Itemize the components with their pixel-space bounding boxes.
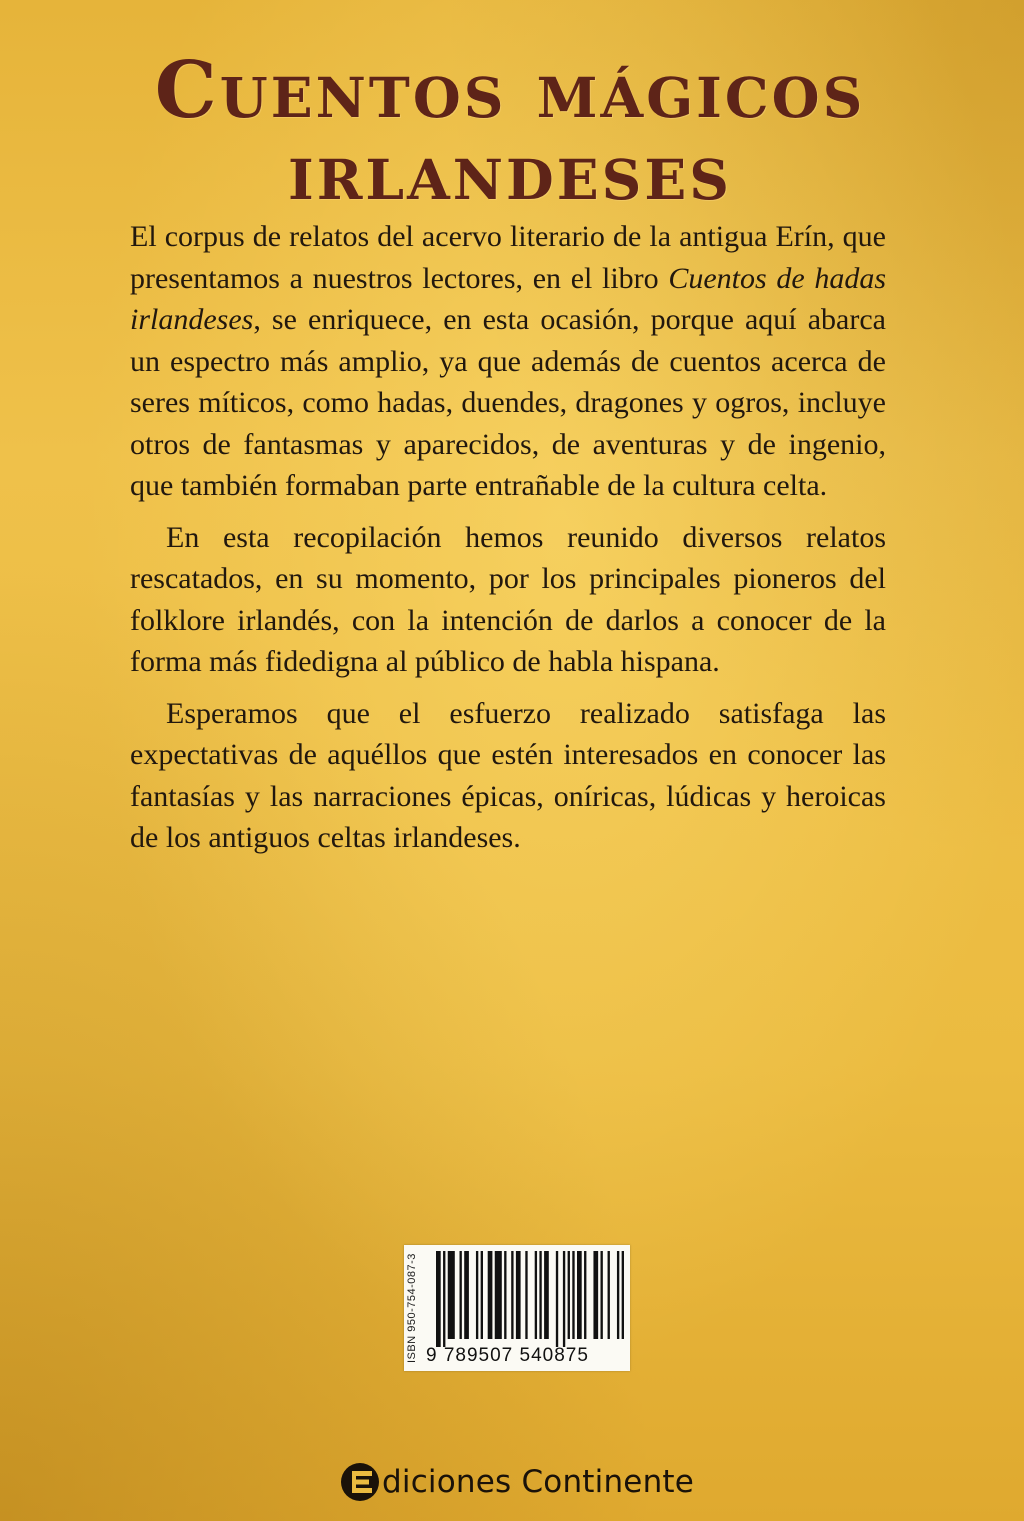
barcode-bar bbox=[504, 1251, 506, 1339]
barcode-bar bbox=[568, 1251, 570, 1339]
barcode-bar bbox=[460, 1251, 462, 1339]
blurb-paragraph-3: Esperamos que el esfuerzo realizado satisfaga las expectativas de aquéllos que estén interesados en conocer las fantasías y las narraciones épicas, oníricas, lúdicas y heroicas de los antiguos celtas irlandeses. bbox=[130, 696, 886, 854]
barcode-bar bbox=[601, 1251, 603, 1339]
barcode-bar bbox=[436, 1251, 441, 1347]
title-line-2: irlandeses bbox=[287, 127, 733, 218]
title-line-1: Cuentos mágicos bbox=[154, 45, 866, 136]
barcode-label bbox=[404, 1245, 630, 1371]
barcode-bar bbox=[563, 1251, 565, 1347]
paragraph-1-text-start: El corpus de relatos del acervo literario de la antigua Erín, que presentamos a nuestros lectores, en el libro bbox=[130, 220, 886, 295]
barcode-bar bbox=[511, 1251, 513, 1339]
barcode-bar bbox=[577, 1251, 582, 1339]
barcode-number: 9 789507 540875 bbox=[426, 1345, 589, 1366]
barcode-bar bbox=[481, 1251, 483, 1339]
blurb-text bbox=[130, 216, 886, 869]
paragraph-1-text-end: , se enriquece, en esta ocasión, porque aquí abarca un espectro más amplio, ya que además de cuentos acerca de seres míticos, como hadas, duendes, dragones y ogros, incluye otros de fantasmas y aparecidos, de aventuras y de ingenio, que también formaban parte entrañable de la cultura celta. bbox=[130, 303, 886, 502]
letter-e-logo-icon bbox=[340, 1462, 380, 1502]
isbn-text: ISBN 950-754-087-3 bbox=[406, 1253, 418, 1363]
publisher-imprint bbox=[340, 1458, 694, 1506]
barcode-bar bbox=[584, 1251, 586, 1339]
blurb-paragraph-2: En esta recopilación hemos reunido diversos relatos rescatados, en su momento, por los principales pioneros del folklore irlandés, con la intención de darlos a conocer de la forma más fidedigna al público de habla hispana. bbox=[130, 520, 886, 678]
barcode-bar bbox=[443, 1251, 445, 1347]
barcode-bar bbox=[617, 1251, 619, 1339]
barcode-bar bbox=[476, 1251, 478, 1339]
book-reference-italic: Cuentos de hadas irlandeses bbox=[130, 261, 887, 336]
barcode-bar bbox=[488, 1251, 493, 1339]
barcode-bar bbox=[516, 1251, 521, 1339]
barcode-bar bbox=[593, 1251, 598, 1339]
barcode-bar bbox=[544, 1251, 549, 1339]
barcode-bar bbox=[556, 1251, 558, 1347]
barcode-bar bbox=[525, 1251, 527, 1339]
barcode-bar bbox=[535, 1251, 537, 1339]
barcode-bar bbox=[622, 1251, 624, 1339]
barcode-bar bbox=[572, 1251, 574, 1339]
book-title bbox=[100, 45, 920, 218]
barcode-bar bbox=[608, 1251, 610, 1339]
barcode-bar bbox=[539, 1251, 541, 1339]
blurb-paragraph-1 bbox=[130, 216, 886, 507]
barcode-bar bbox=[448, 1251, 455, 1339]
barcode-icon bbox=[434, 1251, 624, 1347]
publisher-name: diciones Continente bbox=[382, 1464, 695, 1500]
barcode-bar bbox=[464, 1251, 469, 1339]
barcode-bar bbox=[495, 1251, 502, 1339]
